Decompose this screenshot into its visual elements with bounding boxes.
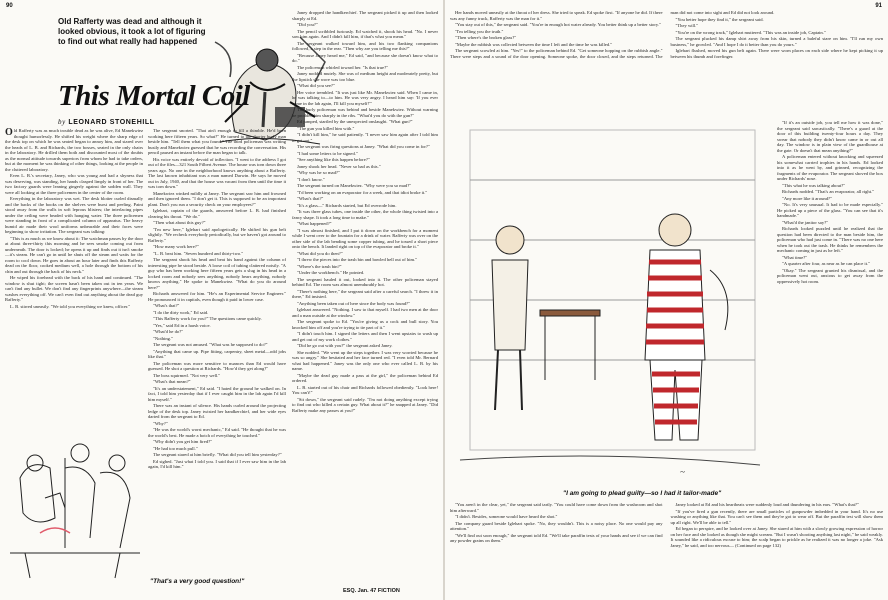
paragraph: The sergeant was firing questions at Janey. "What did you come in for?" (297, 144, 430, 149)
story-title: This Mortal Coil (58, 80, 250, 112)
paragraph: "He had too much pull." (153, 445, 198, 451)
paragraph: "Why didn't you get him fired?" (153, 439, 213, 444)
section-label: FICTION (377, 588, 400, 594)
paragraph: "You stay out of this," the sergeant said. "You're in enough hot water already. You better think up a better story." (455, 22, 661, 27)
paragraph: Richards looked puzzled until he realized that the question had been directed to the man beside him, the policeman who had just come in. "There was no one here when he took out the trash. He thinks he remembers the mechanic coming in just as he left." (777, 226, 883, 253)
paragraph: "No. It's very unusual. It had to be made especially." He picked up a piece of the glass. "You can see that it's handmade." (777, 202, 883, 218)
paragraph: The pencil scribbled furiously. Ed watched it, shook his head. "No. I never saw him again. And I didn't kill him, if that's what you mean." (292, 28, 438, 39)
paragraph: "I don't know." (297, 176, 325, 182)
paragraph: "He was the world's worst mechanic," Ed said. "He thought that he was the world's best. He made a botch of everything he touched." (148, 427, 286, 438)
paragraph: The company guard beside Iglehart spoke. "No, they wouldn't. This is a noisy place. No one would pay any attention." (450, 520, 663, 531)
paragraph: The sergeant walked toward him, and his two flanking companions followed, a step in the rear. "Then why are you telling me this?" (292, 40, 438, 51)
paragraph: "Why?" (153, 420, 168, 426)
paragraph: "Anything been taken out of here since the body was found?" (297, 300, 410, 306)
paragraph: "What'd the janitor say?" (782, 219, 829, 225)
paragraph: "What'd he do?" (153, 329, 184, 334)
issue-footer (343, 588, 400, 594)
paragraph: "The gun you killed him with." (297, 125, 355, 131)
paragraph: Janey shook her head. "Never so bad as this." (297, 163, 381, 169)
paragraph: Manekwiez winked mildly at Janey. The sergeant saw him and frowned and then ignored them. "I don't get it. This is supposed to be an important plant. Don't you run a security check on your employees?" (148, 190, 286, 207)
paragraph: The sergeant shook his head and beat his hand against the column of interesting pipe he stood beside. A loose coil of tubing clattered noisily. "A guy who has been working here fifteen years gets a slug in his head in a locked room and nobody sees anything, nobody hears anything, nobody knows anything." He spoke to Manekwiez. "What do you do around here?" (148, 257, 286, 290)
paragraph: "You aren't in the clear, yet," the sergeant said tartly. "You could have come down from the washroom and shot him afterward." (450, 502, 663, 513)
paragraph: Ed sighed. "Just what I told you. I said that if I ever saw him in the lab again, I'd kill him." (148, 458, 286, 469)
paragraph: Ed jumped, startled by the unexpected onslaught. "What gun?" (297, 119, 413, 124)
paragraph: Her voice trembled. "It was just like Mr. Manekwiez said. When I came in, he was talking to—to him. He was very angry. I heard him say: 'If you ever come in the lab again, I'll kill you myself!'" (292, 89, 438, 106)
paragraph: "Yes," said Ed in a harsh voice. (153, 322, 211, 328)
paragraph: Janey looked at Ed and his heartbeats were suddenly loud and thundering in his ears. "What's that?" (675, 502, 859, 507)
paragraph: The sergeant hauled it out, looked into it. The other policeman stayed behind Ed. The room was almost unendurably hot. (292, 276, 438, 287)
column-left-3 (292, 10, 438, 592)
paragraph: "Then where's the broken glass?" (455, 35, 517, 40)
svg-text:~: ~ (680, 467, 685, 477)
paragraph: "If it's an outside job, you tell me how it was done," the sergeant said sarcastically. "There's a guard at the door of this building twenty-four hours a day. They swear that nobody they didn't know came in or out all day. The window is in plain view of the guardhouse at the gate. Or doesn't that mean anything?" (777, 120, 883, 153)
paragraph: A policeman entered without knocking and squeezed his somewhat carried trophies in his hands. Ed looked into it as he went by, and grinned, recognizing the fragments of the evaporator. The sergeant shoved the box under Richards' nose. (777, 154, 883, 181)
paragraph: He wiped his forehead with the back of his hand and continued. "The window is shut tight; the screen hasn't been taken out in ten years. We can't find any bullet. We don't find any fingerprints anywhere—the steam washes everything off. We can't even find out anything about the dead guy Rafferty." (5, 275, 143, 302)
paragraph: "What time?" (782, 254, 808, 260)
paragraph: His voice was entirely devoid of inflection. "I went to the address I got out of the files—321 South Filbert Avenue. The house was torn down three years ago. No one in the neighborhood knows anything about a Rafferty. The last known inhabitant was a man named Darwin. He says he moved out in July, 1940, and that the house was vacant from then until the time it was torn down." (148, 156, 286, 189)
paragraph: "Because Janey heard me," Ed said, "and because she doesn't know what to do." (292, 52, 438, 63)
column-right-2 (777, 120, 883, 488)
paragraph: The burly policeman was behind and beside Manekwiez. Without warning he prodded him sharply in the ribs. "What'd you do with the gun?" (292, 107, 438, 118)
paragraph: "Maybe the rubbish was collected between the time I left and the time he was killed." (455, 41, 613, 47)
paragraph: "It's an understatement," Ed said. "I hated the ground he walked on. In fact, I told him yesterday that if I ever caught him in the lab again I'd kill him myself." (148, 385, 286, 402)
paragraph: "Then what about this guy?" (153, 220, 206, 225)
paragraph: "Did he go out with you?" the sergeant asked Janey. (297, 343, 393, 348)
paragraph: Iglehart, captain of the guards, answered before L. B. had finished clearing his throat. "We do." (148, 208, 286, 219)
column-right-3 (450, 502, 883, 597)
paragraph: Janey nodded mutely. She was of medium height and moderately pretty, but the lipstick she wore was too blue. (292, 71, 438, 82)
paragraph: "We'll find out soon enough," the sergeant told Ed. "We'll take paraffin tests of your hands and see if we can find any powder grains on them." (450, 532, 663, 543)
paragraph: The boss squirmed. "Not very well." (153, 372, 221, 378)
paragraph: "L. B. beat him. "Seven hundred and thirty-two." (153, 250, 244, 256)
paragraph: The sergeant plucked his damp shirt away from his skin, turned a baleful stare on him. "I'll run my own business," he growled. "And I hope I do it better than you do yours." (670, 36, 883, 47)
paragraph: "This what he was talking about?" (782, 182, 846, 188)
paragraph: "Maybe the dead guy made a pass at the girl," the policeman behind Ed ordered. (292, 372, 438, 383)
paragraph: "Why was he so mad?" (297, 170, 340, 175)
paragraph: "There's nothing here," the sergeant said after a careful search. "I threw it in there," Ed insisted. (292, 288, 438, 299)
paragraph: "How many work here?" (153, 244, 199, 249)
paragraph: "I was almost finished, and I put it down on the workbench for a moment while I went over to the fountain for a drink of water. Rafferty was over on the other side of the lab bending some copper tubing, and he tossed a short piece onto the bench. It landed right on top of the evaporator and broke it." (292, 227, 438, 249)
paragraph: Iglehart answered. "Nothing. I saw to that myself. I had two men at the door and a man outside at the window." (292, 307, 438, 318)
column-left-1 (5, 128, 143, 438)
paragraph: "What's that?" (297, 196, 324, 201)
left-page (0, 0, 443, 600)
paragraph: "What did you see?" (297, 83, 335, 88)
paragraph: "They will." (675, 23, 699, 28)
paragraph: "I didn't. Besides, someone would have heard the shot." (455, 514, 558, 519)
paragraph: "Nothing." (153, 335, 173, 341)
paragraph: Iglehart flushed, moved his gun belt again. There were worn places on each side where he kept picking it up between his thumb and forefinger. (670, 48, 883, 59)
paragraph: "You're on the wrong track," Iglehart muttered. "This was an inside job, Captain." (675, 29, 826, 35)
paragraph: The sergeant turned on Manekwiez. "Why were you so mad?" (297, 183, 412, 188)
paragraph: The sergeant stared at him briefly. "What did you tell him yesterday?" (153, 452, 282, 457)
paragraph: "Okay." The sergeant grunted his dismissal, and the policeman went out, anxious to get away from the oppressively hot room. (777, 267, 883, 284)
paragraph: There was an instant of silence. His hands curled around the projecting ledge of the desk top. Janey twisted her handkerchief, and her wide eyes darted from the sergeant to Ed. (148, 403, 286, 419)
paragraph: L. B. stirred uneasily. "We told you everything we knew, officer." (10, 303, 131, 309)
paragraph: "I threw the pieces into the trash bin and bawled hell out of him." (297, 257, 418, 262)
paragraph: The policeman whirled toward her. "Is that true?" (297, 64, 388, 70)
paragraph: "Any more like it around?" (782, 195, 832, 201)
paragraph: Richards nodded. "That's an evaporator, all right." (782, 189, 875, 194)
paragraph: "It was three glass tubes, one inside the other, the whole thing twisted into a fancy shape. It took a long time to make." (292, 209, 438, 220)
paragraph: "I had some letters to be signed." (297, 150, 358, 156)
paragraph: "I'm telling you the truth." (455, 28, 504, 34)
paragraph: "I didn't touch him. I signed the letters and then I went upstairs to wash up and get out of my work clothes." (292, 331, 438, 342)
paragraph: "Anything that came up. Pipe fitting, carpentry, sheet metal—odd jobs like that." (148, 348, 286, 359)
right-page (445, 0, 888, 600)
left-page-number: 90 (6, 3, 13, 9)
paragraph: "It's a glass—" Richards started, but Ed overrode him. (297, 202, 397, 208)
paragraph: "You better hope they find it," the sergeant said. (675, 16, 764, 22)
paragraph: She nodded. "We went up the steps together. I was very worried because he was so angry." She hesitated and her face turned red. "I even told Mr. Bernard what had happened." Janey was the only one who ever called L. B. by his name. (292, 349, 438, 371)
paragraph: The sergeant scowled at him. "Yes!" to the policeman behind Ed. "Get someone hopping on the rubbish angle." There were steps and a sound of the door opening. Someone spoke, the door closed, and the steps returned. The man did not come into sight and Ed did not look around. (450, 10, 775, 59)
right-page-number: 91 (875, 3, 882, 9)
byline-prefix: by (58, 118, 66, 126)
left-caption: "That's a very good question!" (150, 578, 245, 585)
paragraph: Everything in the laboratory was wet. The desk blotter curled dismally and the backs of the books on the shelves were burst and peeling. Paint stood away from the walls in soft leprous blisters; the interlacing pipes under the ceiling were beaded with hanging water. The three policemen were standing in front of a complicated column of apparatus. The heavy humid air made their wool uniforms unbearable and their faces were beginning to show irritation. The sergeant was talking: (5, 196, 143, 234)
paragraph: "This Rafferty work for you?" The questions came quickly. (153, 316, 262, 321)
column-left-2 (148, 128, 286, 590)
story-lead: Old Rafferty was dead and although it looked obvious, it took a lot of figuring to find out what really had happened (58, 17, 206, 46)
prisoner-cartoon (450, 120, 772, 490)
right-caption: "I am going to plead guilty—so I had it tailor-made" (563, 490, 722, 497)
paragraph: "Under the workbench." He pointed. (297, 270, 365, 275)
paragraph: "Did you?" (297, 22, 318, 27)
paragraph: The sergeant was not amused. "What was he supposed to do?" (153, 342, 268, 347)
lab-illustration (5, 438, 145, 588)
paragraph: Janey dropped the handkerchief. The sergeant picked it up and then looked sharply at Ed. (292, 10, 438, 21)
paragraph: "What happened?" (297, 221, 332, 226)
paragraph: "Sit down," the sergeant said rudely. "I'm not doing anything except trying to find out who killed a certain guy. What about it?" he snapped at Janey. "Did Rafferty make any passes at you?" (292, 396, 438, 413)
paragraph: Ed began to perspire, and he looked over at Janey. She stared at him with a slowly growing expression of horror on her face and she looked as though she might scream. "But I wasn't shooting anything last night," he said weakly. It sounded like a ridiculous excuse to him; the scalp began to prickle as he realized it was no longer a joke. "Ask Janey," he said, and too nervous— (Continued on page 132) (670, 526, 883, 548)
paragraph: "A quarter after four, as near as he can place it." (782, 261, 870, 266)
paragraph: "This is as much as we know about it: The watchman passes by the door at about three-thirty this morning and he sees smoke coming out from underneath. The door is locked; he opens it up and finds out it isn't smoke—it's steam. He can't go in until he shuts off the steam and waits for the room to cool down. He goes in about an hour later and finds this Rafferty dead on the floor, cooked medium well, a hole through the bottom of his chin and out through the back of his neck." (5, 235, 143, 274)
paragraph: "Where's the trash bin?" (297, 263, 342, 269)
paragraph: The policeman was more sensitive to nuances than Ed would have guessed. He shot a question at Richards. "How'd they get along?" (148, 360, 286, 371)
paragraph: "What's that mean?" (153, 379, 191, 384)
paragraph: Even L. B.'s secretary, Janey, who was young and had a shyness that was deserving, was standing, her hands clasped limply in front of her. The two factory guards were leaning gingerly against the sodden wall. They were all looking at the three policemen in the center of the room. (5, 173, 143, 195)
paragraph: Old Rafferty was as much trouble dead as he was alive, Ed Manekwiez thought humorlessly. He shifted his weight where the sharp edge of the desk top on which he was seated began to annoy him, and stared over the heads of L. B. and Richards, the two bosses, seated in the only chairs in the laboratory. He drilled them both and discounted most of the doubts as the normal attitude towards superiors from whom he had to take orders, but at the moment he was thinking of other things, looking at the people in the cluttered laboratory. (5, 128, 143, 172)
paragraph: Richards answered for him. "He's an Experimental Service Engineer." He pronounced it in capitals, even though it paid in lower case. (148, 291, 286, 302)
paragraph: "What did you do then?" (297, 250, 343, 256)
column-right-1 (450, 10, 883, 115)
paragraph: "I'm new here," Iglehart said apologetically. He shifted his gun belt slightly. "We recheck everybody periodically, but we haven't got around to Rafferty." (148, 226, 286, 243)
author-name: LEONARD STONEHILL (68, 119, 155, 126)
paragraph: "See anything like this happen before?" (297, 157, 370, 162)
byline (58, 118, 155, 126)
paragraph: The sergeant snorted. "That ain't enough to fill a thimble. He'd been working here fifteen years. So what?" He turned to the shorter burly man beside him. "Tell them what you found." The third policeman was writing busily and Manekwiez guessed that he was recording the conversation. His pencil paused an instant before the man began to talk. (148, 128, 286, 155)
issue-date: ESQ. Jan. 47 (343, 588, 377, 594)
paragraph: Her hands moved uneasily at the throat of her dress. She tried to speak. Ed spoke first. "If anyone he did. If there was any funny truck, Rafferty was the man for it." (450, 10, 663, 21)
paragraph: "If you've fired a gun recently, there are small particles of gunpowder imbedded in your hand. It's no use washing or anything like that. You can't see them and they're got to wear off. But the paraffin test will show them up all right. We'll be able to tell." (670, 508, 883, 525)
paragraph: "What's that?" (153, 303, 180, 308)
paragraph: L. B. started out of his chair and Richards followed obediently. "Look here! You can't!" (292, 384, 438, 395)
paragraph: "I do the dirty work," Ed said. (153, 309, 209, 315)
paragraph: "I didn't kill him," he said patiently. "I never saw him again after I told him to get out." (292, 132, 438, 143)
paragraph: "I'd been working on an evaporator for a week, and that idiot broke it." (297, 189, 428, 195)
paragraph: The sergeant spoke to Ed. "You're giving us a cock and bull story. You knocked him off and you're trying to tie part of it." (292, 319, 438, 330)
